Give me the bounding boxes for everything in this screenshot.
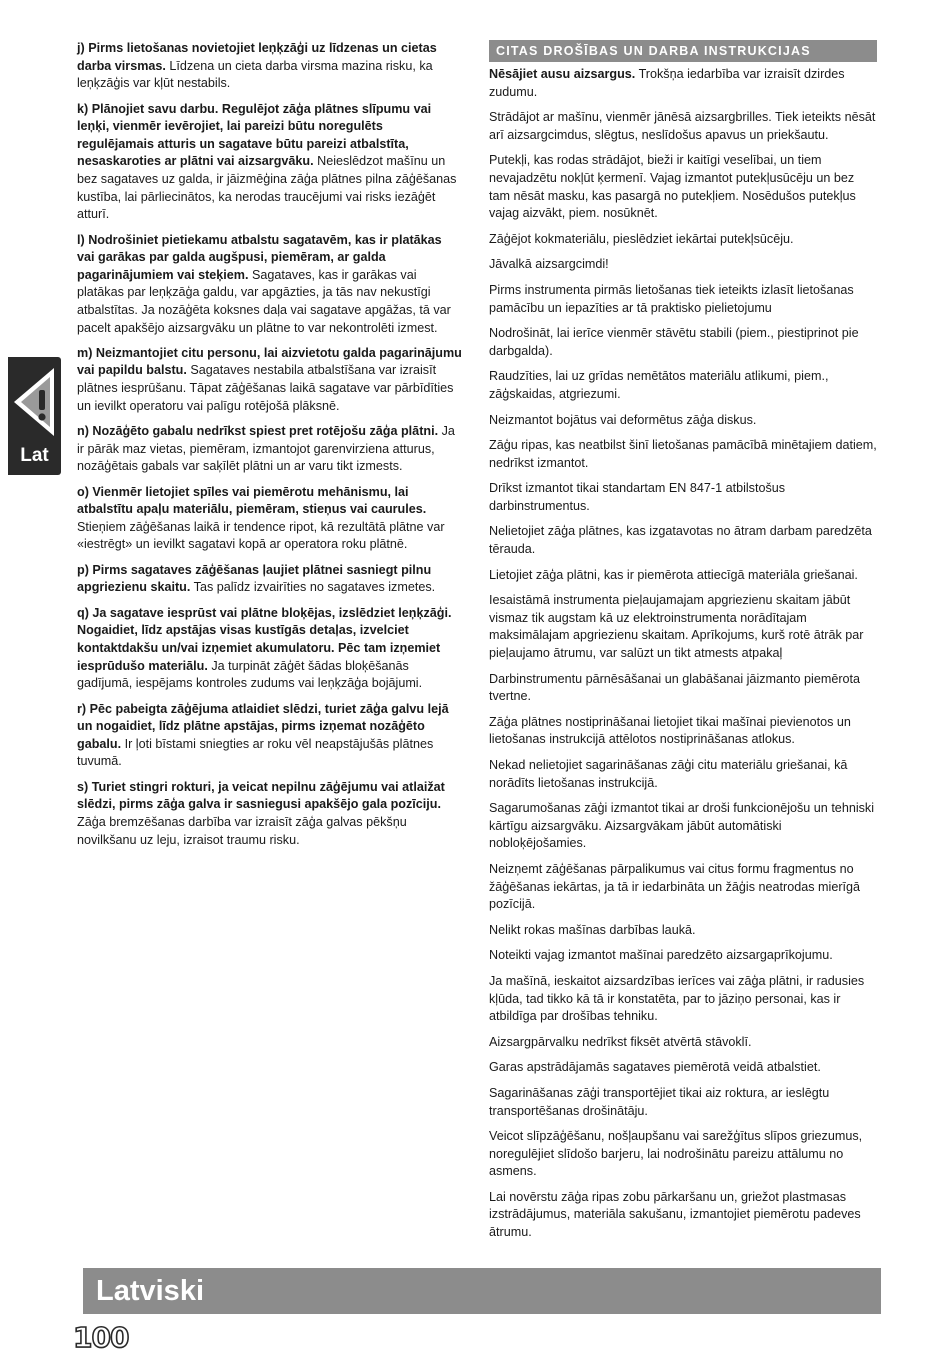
paragraph xyxy=(489,231,877,249)
paragraph-bold-lead: q) Ja sagatave iesprūst vai plātne bloķējas, izslēdziet leņķzāģi. Nogaidiet, līdz apstājas visas kustīgās detaļas, izvelciet kontaktdakšu un/vai izņemiet akumulatoru. Pēc tam izņemiet iesprūdušo materiālu. xyxy=(77,605,452,673)
paragraph xyxy=(489,973,877,1026)
paragraph-bold-lead: m) Neizmantojiet citu personu, lai aizvietotu galda pagarinājumu vai papildu balstu. xyxy=(77,345,462,378)
paragraph-text: Neizmantot bojātus vai deformētus zāģa diskus. xyxy=(489,412,757,427)
paragraph-text: Drīkst izmantot tikai standartam EN 847-1 atbilstošus darbinstrumentus. xyxy=(489,481,786,513)
paragraph-text: Tas palīdz izvairīties no sagataves izmetes. xyxy=(190,580,436,595)
paragraph-text: Darbinstrumentu pārnēsāšanai un glabāšanai jāizmanto piemērota tvertne. xyxy=(489,671,861,704)
paragraph xyxy=(77,562,462,597)
paragraph-text: Sagataves nestabila atbalstīšana var izraisīt plātnes iesprūšanu. Tāpat zāģēšanas laikā sagatave var pārbīdīties un ievilkt operatoru vai palīgu rotējošā plāksnē. xyxy=(77,363,454,413)
paragraph xyxy=(489,922,877,940)
paragraph xyxy=(77,232,462,338)
paragraph xyxy=(489,861,877,914)
left-column xyxy=(77,40,462,857)
paragraph-text: Aizsargpārvalku nedrīkst fiksēt atvērtā stāvoklī. xyxy=(489,1034,752,1049)
paragraph xyxy=(489,109,877,144)
paragraph-bold-lead: l) Nodrošiniet pietiekamu atbalstu sagatavēm, kas ir platākas vai garākas par galda augšpusi, piemēram, ar galda pagarinājumiem vai steķiem. xyxy=(77,232,442,282)
paragraph xyxy=(77,101,462,224)
paragraph-text: Jāvalkā aizsargcimdi! xyxy=(489,257,609,272)
paragraph-bold-lead: n) Nozāģēto gabalu nedrīkst spiest pret rotējošu zāģa plātni. xyxy=(77,424,439,439)
paragraph xyxy=(77,423,462,476)
paragraph-bold-lead: s) Turiet stingri rokturi, ja veicat nepilnu zāģējumu vai atlaižat slēdzi, pirms zāģa galva ir sasniegusi apakšējo gala pozīciju. xyxy=(77,779,445,812)
paragraph-text: Nekad nelietojiet sagarināšanas zāģi citu materiālu griešanai, kā norādīts lietošanas instrukcijā. xyxy=(489,758,848,790)
paragraph-bold-lead: Nēsājiet ausu aizsargus. xyxy=(489,67,636,81)
paragraph-text: Sagarināšanas zāģi transportējiet tikai aiz roktura, ar ieslēgtu transportēšanas drošinātāju. xyxy=(489,1085,830,1118)
paragraph-text: Sagarumošanas zāģi izmantot tikai ar droši funkcionējošu un tehniski kārtīgu aizsargvāku. Aizsargvākam jābūt automātiski nobloķējošamies. xyxy=(489,801,875,851)
paragraph-bold-lead: k) Plānojiet savu darbu. Regulējot zāģa plātnes slīpumu vai leņķi, vienmēr ievērojiet, lai pareizi būtu noregulēts regulējamais atturis un sagatave būtu pareizi atbalstīta, nesaskaroties ar plātni vai aizsargvāku. xyxy=(77,101,432,169)
paragraph xyxy=(489,256,877,274)
paragraph-text: Nodrošināt, lai ierīce vienmēr stāvētu stabili (piem., piestiprinot pie darbgalda). xyxy=(489,326,859,358)
paragraph xyxy=(489,800,877,853)
paragraph xyxy=(489,368,877,403)
paragraph-text: Strādājot ar mašīnu, vienmēr jānēsā aizsargbrilles. Tiek ieteikts nēsāt arī aizsargcimdus, slēgtus, neslīdošus apavus un priekšautu. xyxy=(489,110,876,142)
paragraph-text: Ir ļoti bīstami sniegties ar roku vēl neapstājušās plātnes tuvumā. xyxy=(77,736,434,769)
paragraph xyxy=(77,345,462,415)
paragraph xyxy=(489,480,877,515)
paragraph-text: Zāģējot kokmateriālu, pieslēdziet iekārtai putekļsūcēju. xyxy=(489,231,794,246)
paragraph xyxy=(489,523,877,558)
paragraph-text: Ja turpināt zāģēt šādas bloķēšanās gadījumā, iespējams kontroles zudums vai leņķzāģa bojājumi. xyxy=(77,658,423,691)
paragraph xyxy=(489,947,877,965)
paragraph-text: Nelikt rokas mašīnas darbības laukā. xyxy=(489,922,696,937)
paragraph-text: Iesaistāmā instrumenta pieļaujamajam apgriezienu skaitam jābūt vismaz tik augstam kā uz elektroinstrumenta norādītajam maksimālajam apgriezienu skaitam. Aprīkojums, kurš rotē ātrāk par pieļaujamo ātrumu, var salūzt un tikt atmests atpakaļ xyxy=(489,593,864,661)
right-column xyxy=(489,40,877,1250)
paragraph-text: Ja mašīnā, ieskaitot aizsardzības ierīces vai zāģa plātni, ir radusies kļūda, tad tikko kā tā ir konstatēta, par to jāziņo personai, kas ir atbildīga par drošības tehniku. xyxy=(489,973,865,1024)
paragraph xyxy=(489,282,877,317)
paragraph-text: Putekļi, kas rodas strādājot, bieži ir kaitīgi veselībai, un tiem nevajadzētu nokļūt ķermenī. Vajag izmantot putekļusūcēju un bez tam nēsāt masku, kas pasargā no putekļiem. Nosēdušos putekļus vajag aizvākt, piem. nosūknēt. xyxy=(489,153,856,221)
paragraph xyxy=(489,66,877,101)
paragraph xyxy=(489,1085,877,1120)
paragraph xyxy=(489,325,877,360)
paragraph xyxy=(489,567,877,585)
paragraph-text: Līdzena un cieta darba virsma mazina risku, ka leņķzāģis var kļūt nestabils. xyxy=(77,58,433,91)
paragraph xyxy=(77,605,462,693)
section-heading: CITAS DROŠĪBAS UN DARBA INSTRUKCIJAS xyxy=(489,40,877,62)
paragraph xyxy=(77,40,462,93)
paragraph-bold-lead: j) Pirms lietošanas novietojiet leņķzāģi uz līdzenas un cietas darba virsmas. xyxy=(77,41,437,73)
paragraph-text: Trokšņa iedarbība var izraisīt dzirdes zudumu. xyxy=(489,67,845,99)
paragraph xyxy=(77,701,462,771)
paragraph-text: Lietojiet zāģa plātni, kas ir piemērota attiecīgā materiāla griešanai. xyxy=(489,567,858,582)
warning-icon xyxy=(10,362,60,440)
paragraph xyxy=(489,1059,877,1077)
paragraph xyxy=(489,1034,877,1052)
paragraph-text: Zāģa plātnes nostiprināšanai lietojiet tikai mašīnai pievienotos un lietošanas instrukcijā attēlotos nostiprināšanas atlokus. xyxy=(489,714,851,747)
paragraph xyxy=(489,714,877,749)
paragraph xyxy=(489,757,877,792)
page-number: 100 xyxy=(73,1321,129,1354)
paragraph-bold-lead: o) Vienmēr lietojiet spīles vai piemērotu mehānismu, lai atbalstītu apaļu materiālu, piemēram, stieņus vai caurules. xyxy=(77,484,427,517)
paragraph-text: Neieslēdzot mašīnu un bez sagataves uz galda, ir jāizmēģina zāģa plātnes pilna zāģēšanas kustība, lai pārliecinātos, ka nerodas traucējumi vai risks iezāģēt atturī. xyxy=(77,154,457,222)
paragraph-text: Stieņiem zāģēšanas laikā ir tendence ripot, kā rezultātā plātne var «iestrēgt» un ievilkt sagatavi kopā ar operatora roku plātnē. xyxy=(77,519,445,552)
paragraph xyxy=(489,412,877,430)
paragraph-text: Zāģa bremzēšanas darbība var izraisīt zāģa galvas pēkšņu novilkšanu uz leju, izraisot traumu risku. xyxy=(77,814,407,847)
paragraph-text: Nelietojiet zāģa plātnes, kas izgatavotas no ātram darbam paredzēta tērauda. xyxy=(489,524,872,557)
paragraph-text: Lai novērstu zāģa ripas zobu pārkaršanu un, griežot plastmasas izstrādājumus, materiāla sakušanu, izmantojiet piemērotu padeves ātrumu. xyxy=(489,1189,861,1240)
paragraph-text: Ja ir pārāk maz vietas, piemēram, izmantojot garenvirziena atturus, nozāģētais gabals var saķīlēt plātni un ar varu tikt izmests. xyxy=(77,424,455,474)
paragraph-text: Pirms instrumenta pirmās lietošanas tiek ieteikts izlasīt lietošanas pamācību un iepazīties ar tā praktisko pielietojumu xyxy=(489,282,854,315)
paragraph xyxy=(489,592,877,662)
paragraph xyxy=(489,1189,877,1242)
paragraph-text: Noteikti vajag izmantot mašīnai paredzēto aizsargaprīkojumu. xyxy=(489,948,833,963)
paragraph xyxy=(489,437,877,472)
paragraph-text: Garas apstrādājamās sagataves piemērotā veidā atbalstiet. xyxy=(489,1060,821,1075)
paragraph-text: Veicot slīpzāģēšanu, nošļaupšanu vai sarežģītus slīpos griezumus, noregulējiet slīdošo barjeru, lai nodrošinātu pareizu attālumu no asmens. xyxy=(489,1129,863,1179)
language-code: Lat xyxy=(20,445,49,466)
paragraph xyxy=(489,1128,877,1181)
paragraph-text: Raudzīties, lai uz grīdas nemētātos materiālu atlikumi, piem., zāģskaidas, atgriezumi. xyxy=(489,369,829,401)
paragraph xyxy=(489,152,877,222)
paragraph xyxy=(77,779,462,849)
paragraph-bold-lead: p) Pirms sagataves zāģēšanas ļaujiet plātnei sasniegt pilnu apgriezienu skaitu. xyxy=(77,562,432,595)
paragraph-text: Sagataves, kas ir garākas vai platākas par leņķzāģa galdu, var apgāzties, ja tās nav nekustīgi atbalstītas. Ja nozāģēta koksnes daļa vai sagatave apgāžas, tā var pacelt apakšējo aizsargvāku un plātne to var nekontrolēti izmest. xyxy=(77,267,451,335)
paragraph-text: Neizņemt zāģēšanas pārpalikumus vai citus formu fragmentus no žāģēšanas iekārtas, ja tā ir iedarbināta un žāģis neatrodas mierīgā pozīcijā. xyxy=(489,861,861,912)
paragraph-bold-lead: r) Pēc pabeigta zāģējuma atlaidiet slēdzi, turiet zāģa galvu lejā un nogaidiet, līdz plātne apstājas, pirms izņemat nozāģēto gabalu. xyxy=(77,701,449,751)
paragraph-text: Zāģu ripas, kas neatbilst šinī lietošanas pamācībā minētajiem datiem, nedrīkst izmantot. xyxy=(489,438,877,470)
paragraph xyxy=(77,484,462,554)
language-side-tab xyxy=(8,357,61,475)
footer-language-bar: Latviski xyxy=(83,1268,881,1314)
paragraph xyxy=(489,671,877,706)
